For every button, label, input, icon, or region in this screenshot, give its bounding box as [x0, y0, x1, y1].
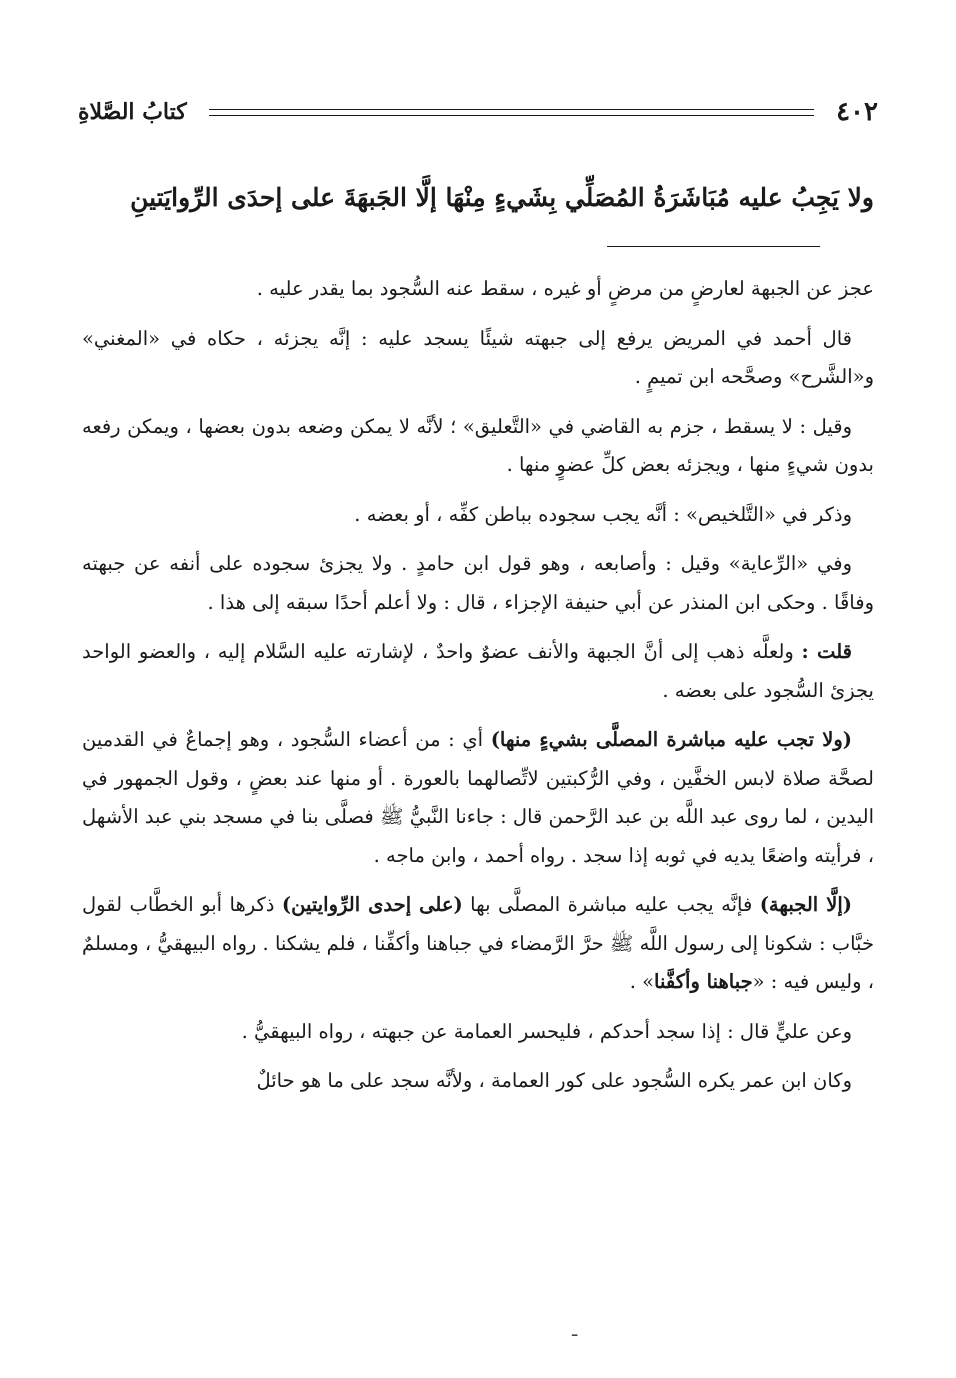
paragraph: وعن عليٍّ قال : إذا سجد أحدكم ، فليحسر العمامة عن جبهته ، رواه البيهقيُّ .: [241, 1019, 852, 1043]
commentary-body: [82, 270, 874, 1112]
paragraph: [82, 886, 874, 1002]
paragraph: وقيل : لا يسقط ، جزم به القاضي في «التَّعليق» ؛ لأنَّه لا يمكن وضعه بدون بعضها ، ويمكن رفعه بدون شيءٍ منها ، ويجزئه بعض كلِّ عضوٍ منها .: [82, 414, 874, 476]
paragraph: عجز عن الجبهة لعارضٍ من مرضٍ أو غيره ، سقط عنه السُّجود بما يقدر عليه .: [256, 277, 874, 300]
matn-quote: (إلَّا الجبهة): [759, 893, 852, 916]
paragraph-text: ذكرها أبو الخطَّاب لقول خبَّاب : شكونا إلى رسول اللَّه ﷺ حرَّ الرَّمضاء في جباهنا وأكفِّنا ، فلم يشكنا . رواه البيهقيُّ ، ومسلمٌ ، وليس فيه : «: [82, 893, 874, 993]
paragraph: [82, 633, 874, 710]
matn-heading: ولا يَجِبُ عليه مُبَاشَرَةُ المُصَلِّي بِشَيءٍ مِنْهَا إلَّا الجَبهَةَ على إحدَى الرِّوايَتينِ: [130, 183, 874, 212]
page-number: ٤٠٢: [836, 97, 878, 127]
hadith-quote: جباهنا وأكفَّنا: [654, 970, 753, 993]
paragraph-text: ولعلَّه ذهب إلى أنَّ الجبهة والأنف عضوٌ واحدٌ ، لإشارته عليه السَّلام إليه ، والعضو الواحد يجزئ السُّجود على بعضه .: [82, 640, 874, 702]
header-rule: [209, 109, 814, 116]
paragraph-lead: قلت :: [801, 640, 852, 663]
book-title: كتابُ الصَّلاةِ: [78, 99, 187, 125]
paragraph-text: فإنَّه يجب عليه مباشرة المصلَّى بها: [462, 893, 760, 916]
matn-quote: (على إحدى الرِّوايتين): [281, 893, 463, 916]
matn-quote: (ولا تجب عليه مباشرة المصلَّى بشيءٍ منها): [490, 728, 852, 751]
paragraph: وفي «الرِّعاية» وقيل : وأصابعه ، وهو قول ابن حامدٍ . ولا يجزئ سجوده على أنفه عن جبهته وفاقًا . وحكى ابن المنذر عن أبي حنيفة الإجزاء ، قال : ولا أعلم أحدًا سبقه إلى هذا .: [82, 552, 874, 614]
catchword-mark: ـ: [572, 1320, 578, 1341]
paragraph: وذكر في «التَّلخيص» : أنَّه يجب سجوده بباطن كفِّه ، أو بعضه .: [354, 502, 852, 526]
paragraph-text: أي : من أعضاء السُّجود ، وهو إجماعٌ في القدمين لصحَّة صلاة لابس الخفَّين ، وفي الرُّكبتين لاتِّصالهما بالعورة . أو منها عند بعضٍ ، وقول الجمهور في اليدين ، لما روى عبد اللَّه بن عبد الرَّحمن قال : جاءنا النَّبيُّ ﷺ فصلَّى بنا في مسجد بني عبد الأشهل ، فرأيته واضعًا يديه في ثوبه إذا سجد . رواه أحمد ، وابن ماجه .: [82, 728, 874, 867]
running-header: [78, 92, 878, 132]
paragraph: [82, 721, 874, 875]
paragraph: وكان ابن عمر يكره السُّجود على كور العمامة ، ولأنَّه سجد على ما هو حائلٌ: [256, 1069, 852, 1092]
matn-rule: [607, 246, 820, 247]
paragraph-text: » .: [629, 970, 655, 993]
paragraph: قال أحمد في المريض يرفع إلى جبهته شيئًا يسجد عليه : إنَّه يجزئه ، حكاه في «المغني» و«الشَّرح» وصحَّحه ابن تميمٍ .: [82, 326, 874, 388]
